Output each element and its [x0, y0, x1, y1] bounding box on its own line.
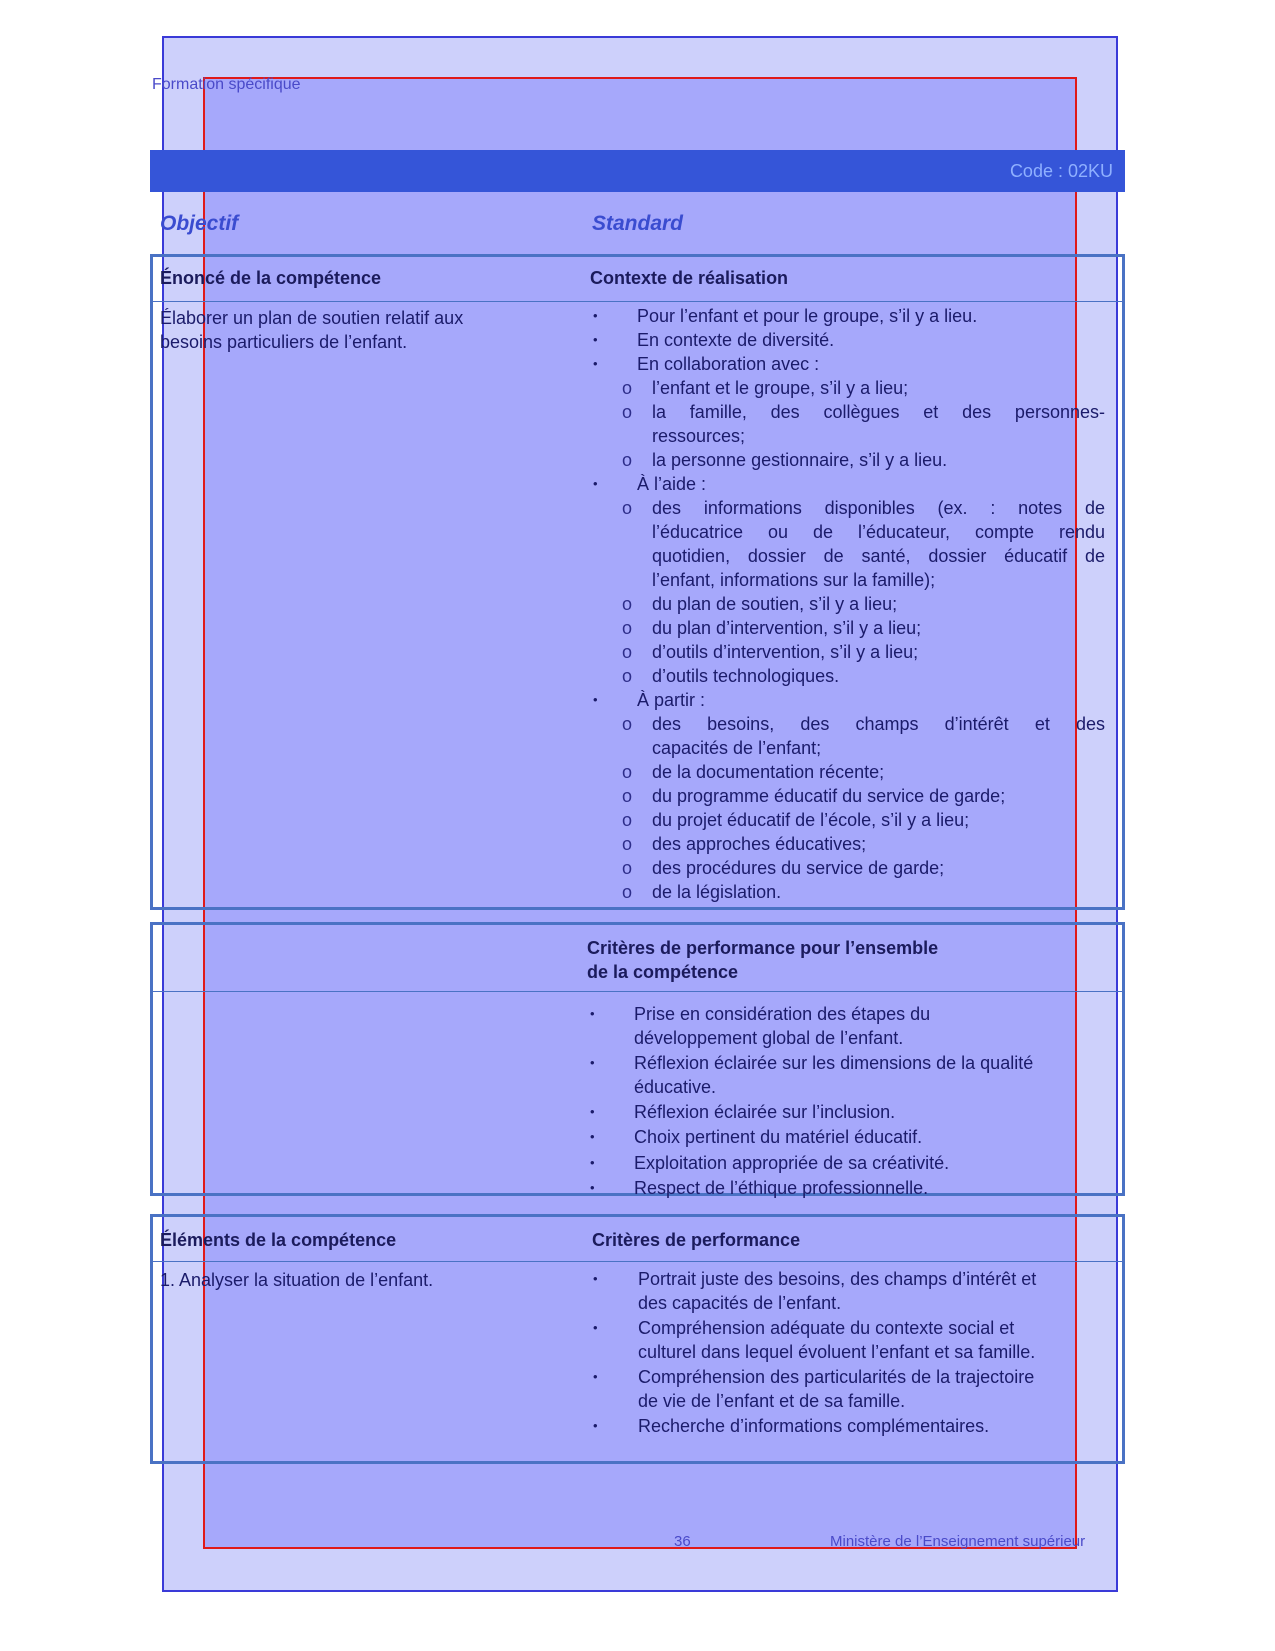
criterion-item-cont: éducative. [634, 1077, 717, 1097]
elements-heading: Éléments de la compétence [160, 1230, 397, 1250]
criterion-item-cont: développement global de l’enfant. [634, 1028, 904, 1048]
context-subitem: la personne gestionnaire, s’il y a lieu. [652, 450, 948, 470]
bullet-icon: • [593, 1320, 598, 1335]
context-subitem: d’outils d’intervention, s’il y a lieu; [652, 642, 919, 662]
performance-item: Compréhension adéquate du contexte social et [638, 1318, 1015, 1338]
context-subitem-cont: l’éducatrice ou de l’éducateur, compte rendu [652, 522, 1105, 542]
context-item: En collaboration avec : [637, 354, 820, 374]
bullet-icon: • [593, 1369, 598, 1384]
bullet-icon: • [590, 1155, 595, 1170]
context-subitem: du plan de soutien, s’il y a lieu; [652, 594, 898, 614]
criterion-item: Réflexion éclairée sur les dimensions de la qualité [634, 1053, 1034, 1073]
context-subitem: des besoins, des champs d’intérêt et des [652, 714, 1105, 734]
bullet-icon: • [593, 308, 598, 323]
sub-bullet-icon: o [622, 642, 633, 662]
performance-item: Portrait juste des besoins, des champs d’intérêt et [638, 1269, 1037, 1289]
sub-bullet-icon: o [622, 450, 633, 470]
context-subitem: de la documentation récente; [652, 762, 885, 782]
sub-bullet-icon: o [622, 378, 633, 398]
overall-criteria-rule [153, 991, 1122, 992]
sub-bullet-icon: o [622, 834, 633, 854]
sub-bullet-icon: o [622, 402, 633, 422]
context-subitem-cont: l’enfant, informations sur la famille); [652, 570, 936, 590]
statement-heading: Énoncé de la compétence [160, 268, 382, 288]
performance-item: Compréhension des particularités de la trajectoire [638, 1367, 1035, 1387]
criterion-item: Réflexion éclairée sur l’inclusion. [634, 1102, 896, 1122]
elements-rule [153, 1261, 1122, 1262]
sub-bullet-icon: o [622, 618, 633, 638]
sub-bullet-icon: o [622, 786, 633, 806]
code-band [150, 150, 1125, 192]
statement-line-2: besoins particuliers de l’enfant. [160, 332, 408, 352]
context-item: À l’aide : [637, 474, 707, 494]
context-subitem: des informations disponibles (ex. : notes de [652, 498, 1105, 518]
context-subitem-cont: capacités de l’enfant; [652, 738, 822, 758]
performance-item: Recherche d’informations complémentaires. [638, 1416, 990, 1436]
statement-line-1: Élaborer un plan de soutien relatif aux [160, 308, 464, 328]
criterion-item: Prise en considération des étapes du [634, 1004, 931, 1024]
bullet-icon: • [593, 476, 598, 491]
bullet-icon: • [593, 692, 598, 707]
sub-bullet-icon: o [622, 714, 633, 734]
footer-ministry: Ministère de l’Enseignement supérieur [830, 1533, 1086, 1550]
overall-criteria-heading-line-2: de la compétence [587, 962, 739, 982]
context-subitem: du plan d’intervention, s’il y a lieu; [652, 618, 922, 638]
criterion-item: Choix pertinent du matériel éducatif. [634, 1127, 923, 1147]
bullet-icon: • [593, 1418, 598, 1433]
section-label: Formation spécifique [152, 76, 301, 93]
performance-item-cont: culturel dans lequel évoluent l’enfant et sa famille. [638, 1342, 1036, 1362]
bullet-icon: • [593, 1271, 598, 1286]
bullet-icon: • [593, 332, 598, 347]
statement-rule [153, 301, 1122, 302]
objective-heading: Objectif [160, 212, 239, 235]
standard-heading: Standard [592, 212, 684, 235]
performance-heading: Critères de performance [592, 1230, 801, 1250]
sub-bullet-icon: o [622, 882, 633, 902]
sub-bullet-icon: o [622, 666, 633, 686]
bullet-icon: • [590, 1055, 595, 1070]
overall-criteria-heading-line-1: Critères de performance pour l’ensemble [587, 938, 939, 958]
bullet-icon: • [590, 1006, 595, 1021]
sub-bullet-icon: o [622, 858, 633, 878]
sub-bullet-icon: o [622, 810, 633, 830]
context-subitem-cont: ressources; [652, 426, 746, 446]
bullet-icon: • [590, 1129, 595, 1144]
bullet-icon: • [593, 356, 598, 371]
context-subitem: d’outils technologiques. [652, 666, 840, 686]
context-item: À partir : [637, 690, 706, 710]
criterion-item: Respect de l’éthique professionnelle. [634, 1178, 929, 1198]
competency-code: Code : 02KU [1009, 161, 1113, 181]
performance-item-cont: de vie de l’enfant et de sa famille. [638, 1391, 906, 1411]
context-subitem: du programme éducatif du service de garde; [652, 786, 1006, 806]
sub-bullet-icon: o [622, 498, 633, 518]
context-subitem-cont: quotidien, dossier de santé, dossier éducatif de [652, 546, 1105, 566]
context-subitem: la famille, des collègues et des personnes- [652, 402, 1105, 422]
context-heading: Contexte de réalisation [590, 268, 789, 288]
sub-bullet-icon: o [622, 762, 633, 782]
context-item: Pour l’enfant et pour le groupe, s’il y a lieu. [637, 306, 978, 326]
sub-bullet-icon: o [622, 594, 633, 614]
context-subitem: du projet éducatif de l’école, s’il y a lieu; [652, 810, 970, 830]
context-subitem: des procédures du service de garde; [652, 858, 945, 878]
context-subitem: de la législation. [652, 882, 782, 902]
criterion-item: Exploitation appropriée de sa créativité. [634, 1153, 950, 1173]
context-item: En contexte de diversité. [637, 330, 835, 350]
bullet-icon: • [590, 1104, 595, 1119]
context-subitem: l’enfant et le groupe, s’il y a lieu; [652, 378, 909, 398]
performance-item-cont: des capacités de l’enfant. [638, 1293, 842, 1313]
element-item: 1. Analyser la situation de l’enfant. [160, 1270, 434, 1290]
context-subitem: des approches éducatives; [652, 834, 867, 854]
page-number: 36 [674, 1533, 691, 1550]
bullet-icon: • [590, 1180, 595, 1195]
